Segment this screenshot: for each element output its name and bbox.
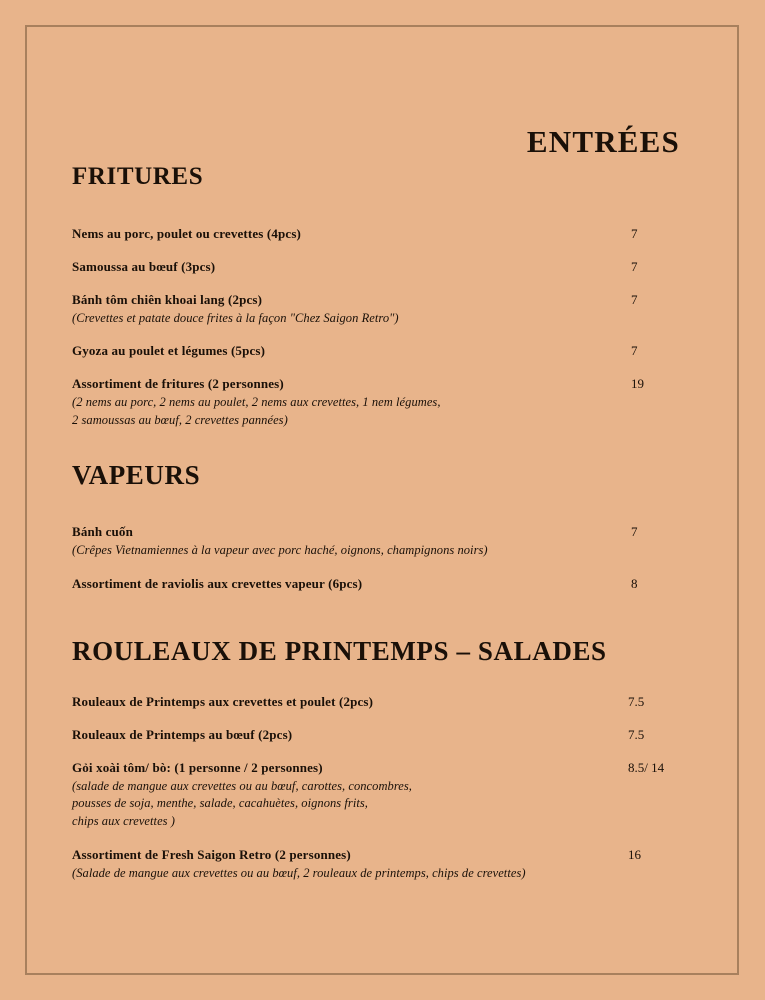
menu-item-description [72,778,692,831]
menu-item-price: 7 [631,523,638,539]
section-heading-rouleaux: ROULEAUX DE PRINTEMPS – SALADES [72,636,607,666]
menu-item-row [72,759,692,777]
menu-item [72,291,692,328]
section-fritures [72,163,692,445]
menu-item-name: Assortiment de fritures (2 personnes) [72,376,284,392]
menu-item-description [72,865,692,883]
menu-item-row [72,726,692,744]
menu-item-row [72,575,692,593]
section-heading-fritures: FRITURES [72,163,204,190]
menu-item [72,846,692,883]
menu-item [72,523,692,560]
menu-item-price: 7.5 [628,726,645,742]
item-list-vapeurs [72,523,692,594]
menu-item-name: Bánh cuốn [72,523,133,539]
menu-item-name: Gỏi xoài tôm/ bò: (1 personne / 2 personnes) [72,759,323,775]
menu-item [72,575,692,593]
menu-item-price: 7 [631,225,638,241]
description-line: 2 samoussas au bœuf, 2 crevettes pannées) [72,413,288,427]
menu-item-row [72,375,692,393]
menu-item-row [72,693,692,711]
section-vapeurs [72,461,692,609]
menu-item-row [72,342,692,360]
menu-item-name: Nems au porc, poulet ou crevettes (4pcs) [72,225,302,241]
description-line: pousses de soja, menthe, salade, cacahuètes, oignons frits, [72,796,368,811]
menu-item-price: 7.5 [628,693,645,709]
description-line: (2 nems au porc, 2 nems au poulet, 2 nems aux crevettes, 1 nem légumes, [72,395,441,410]
menu-item-name: Bánh tôm chiên khoai lang (2pcs) [72,291,263,307]
menu-item [72,225,692,243]
menu-item-row [72,846,692,864]
menu-item-description [72,394,692,430]
menu-item-price: 8.5/ 14 [628,759,665,775]
page-title: ENTRÉES [526,124,680,159]
description-line: (Crevettes et patate douce frites à la façon "Chez Saigon Retro") [72,310,399,325]
description-line: (Crêpes Vietnamiennes à la vapeur avec porc haché, oignons, champignons noirs) [72,542,488,557]
menu-item-description [72,310,692,328]
menu-item-price: 7 [631,343,638,359]
menu-item-row [72,258,692,276]
menu-item-price: 7 [631,291,638,307]
menu-item [72,759,692,831]
menu-item [72,726,692,744]
menu-item-price: 7 [631,258,638,274]
item-list-rouleaux [72,693,692,883]
item-list-fritures [72,225,692,430]
menu-item-description [72,542,692,560]
menu-item [72,342,692,360]
menu-item [72,693,692,711]
menu-item [72,375,692,430]
menu-item-price: 16 [628,846,641,862]
menu-item-price: 19 [631,376,644,392]
menu-item-name: Rouleaux de Printemps au bœuf (2pcs) [72,726,293,742]
menu-item-name: Assortiment de raviolis aux crevettes vapeur (6pcs) [72,576,363,592]
description-line: (Salade de mangue aux crevettes ou au bœuf, 2 rouleaux de printemps, chips de crevettes) [72,865,526,880]
menu-item [72,258,692,276]
menu-item-row [72,291,692,309]
description-line: chips aux crevettes ) [72,814,175,829]
menu-item-row [72,225,692,243]
description-line: (salade de mangue aux crevettes ou au bœuf, carottes, concombres, [72,778,412,793]
menu-item-price: 8 [631,576,638,592]
menu-item-name: Rouleaux de Printemps aux crevettes et poulet (2pcs) [72,693,374,709]
menu-item-row [72,523,692,541]
menu-item-name: Gyoza au poulet et légumes (5pcs) [72,343,266,359]
section-heading-vapeurs: VAPEURS [72,460,201,490]
section-rouleaux [72,637,692,898]
menu-item-name: Assortiment de Fresh Saigon Retro (2 personnes) [72,846,351,862]
menu-item-name: Samoussa au bœuf (3pcs) [72,258,216,274]
